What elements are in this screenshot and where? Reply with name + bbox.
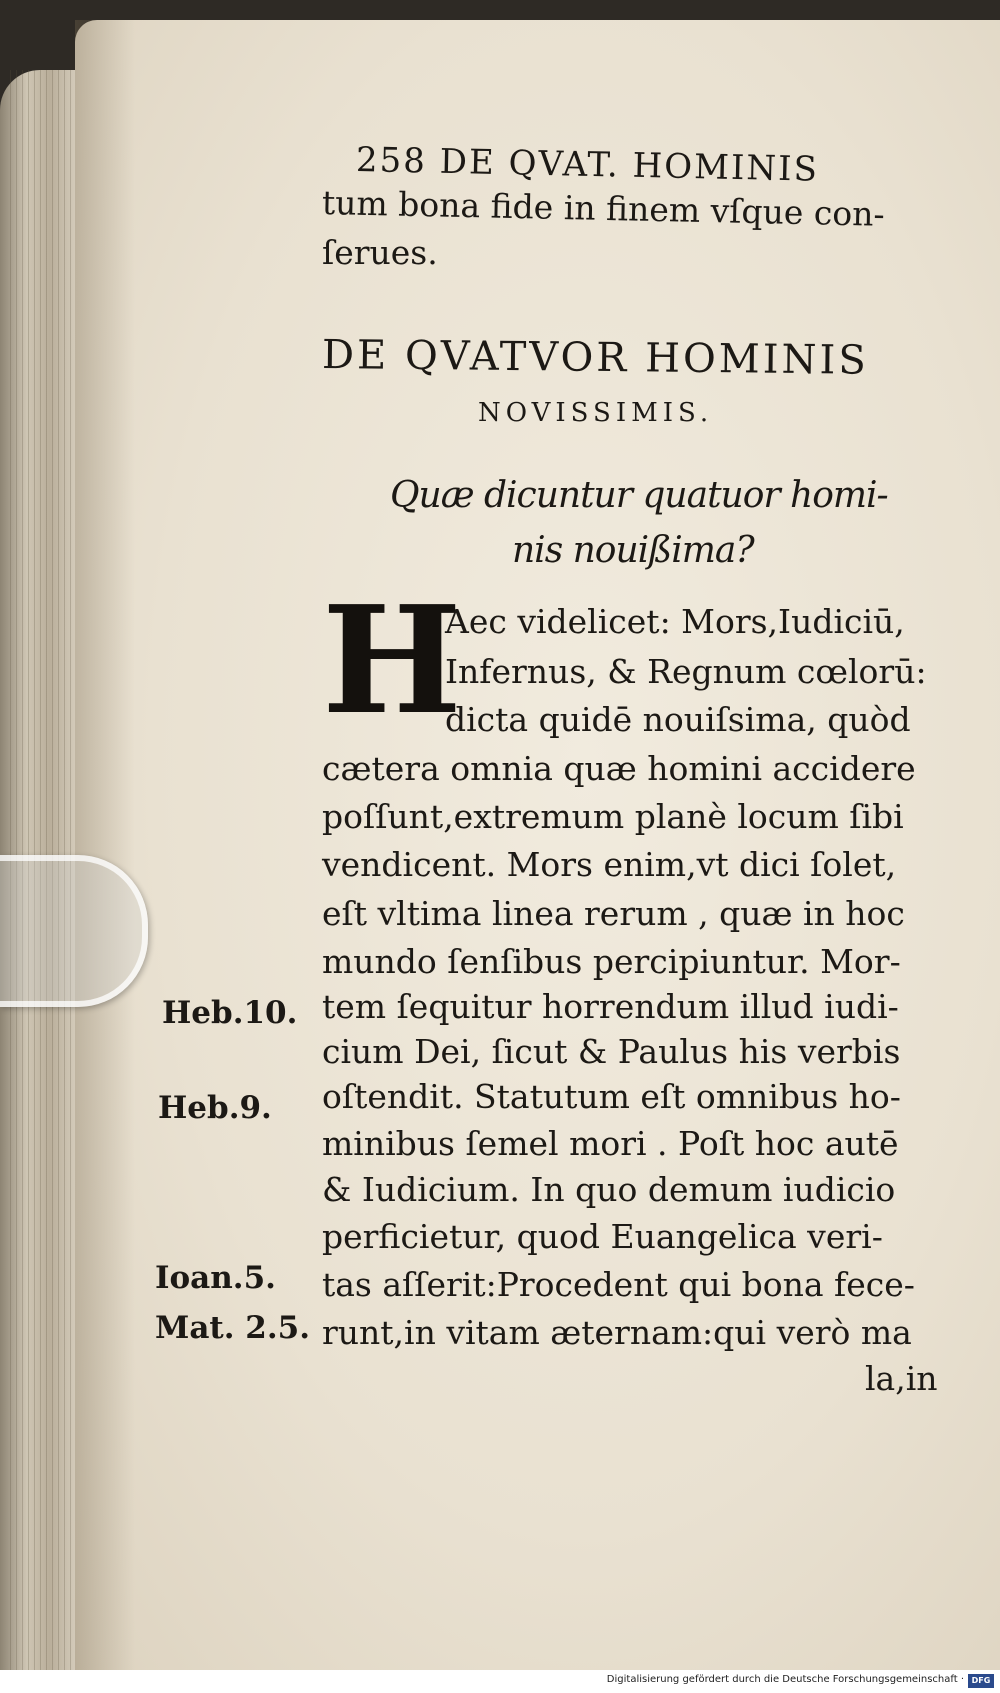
body-line: oſtendit. Statutum eſt omnibus ho- xyxy=(322,1077,901,1116)
dfg-logo: DFG xyxy=(968,1674,994,1688)
body-line: runt,in vitam æternam:qui verò ma xyxy=(322,1313,912,1352)
margin-note: Ioan.5. xyxy=(155,1260,276,1296)
digitization-credit: Digitalisierung gefördert durch die Deutsche Forschungsgemeinschaft · xyxy=(606,1674,964,1685)
body-line: Aec videlicet: Mors,Iudiciū, xyxy=(445,602,905,641)
body-line: poſſunt,extremum planè locum ſibi xyxy=(322,797,904,836)
body-line: dicta quidē nouiſsima, quòd xyxy=(445,700,911,739)
drop-cap: H xyxy=(322,573,462,747)
body-line: cætera omnia quæ homini accidere xyxy=(322,749,916,788)
body-line: minibus ſemel mori . Poſt hoc autē xyxy=(322,1124,899,1163)
body-line: mundo ſenſibus percipiuntur. Mor- xyxy=(322,942,901,981)
body-line: & Iudicium. In quo demum iudicio xyxy=(322,1170,896,1209)
margin-note: Mat. 2.5. xyxy=(155,1310,311,1346)
question-line: Quæ dicuntur quatuor homi- xyxy=(390,475,888,516)
continuation-line: tum bona fide in finem vſque con- xyxy=(321,183,886,234)
margin-note: Heb.10. xyxy=(162,995,298,1031)
margin-note: Heb.9. xyxy=(158,1090,272,1126)
digitization-credit-bar xyxy=(0,1670,1000,1693)
section-subheading: NOVISSIMIS. xyxy=(478,398,714,428)
bookmark-clip xyxy=(0,855,148,1007)
continuation-line: ſerues. xyxy=(322,233,438,272)
body-line: tas aſſerit:Procedent qui bona fece- xyxy=(322,1265,915,1304)
question-line: nis nouißima? xyxy=(512,530,754,571)
body-line: Infernus, & Regnum cœlorū: xyxy=(445,652,927,691)
body-line: vendicent. Mors enim,vt dici ſolet, xyxy=(322,845,897,884)
section-heading: DE QVATVOR HOMINIS xyxy=(321,332,869,384)
body-line: perficietur, quod Euangelica veri- xyxy=(322,1217,883,1256)
body-line: tem ſequitur horrendum illud iudi- xyxy=(322,987,899,1026)
catchword: la,in xyxy=(865,1359,938,1398)
running-head: 258 DE QVAT. HOMINIS xyxy=(355,140,820,190)
body-line: cium Dei, ſicut & Paulus his verbis xyxy=(322,1032,901,1071)
body-line: eſt vltima linea rerum , quæ in hoc xyxy=(322,894,905,933)
